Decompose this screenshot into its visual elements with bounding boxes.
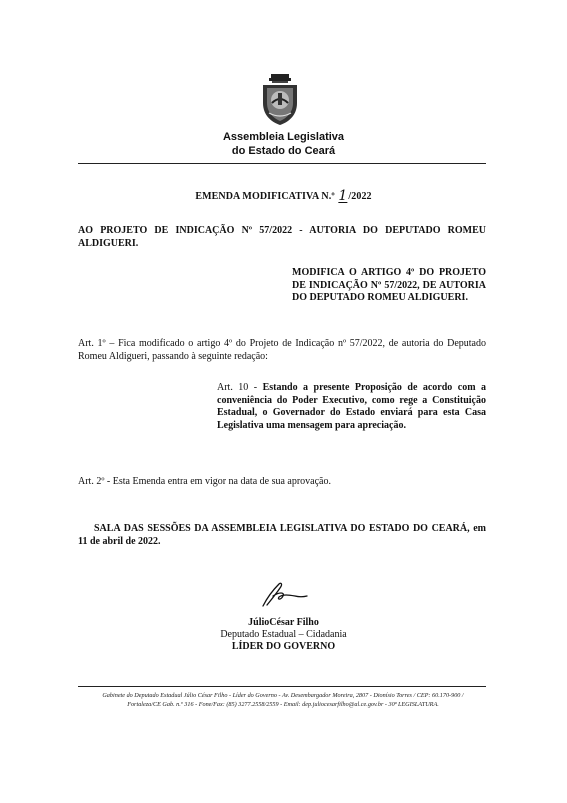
closing-statement: SALA DAS SESSÕES DA ASSEMBLEIA LEGISLATIVA DO ESTADO DO CEARÁ, em 11 de abril de 2022. <box>78 523 486 547</box>
quoted-article-10 <box>217 382 486 432</box>
org-name-line1: Assembleia Legislativa <box>222 131 345 143</box>
signer-name: JúlioCésar Filho <box>248 617 319 628</box>
signer-title: LÍDER DO GOVERNO <box>231 641 336 652</box>
header-divider <box>78 163 486 164</box>
footer-address <box>76 692 490 709</box>
article-2: Art. 2º - Esta Emenda entra em vigor na data de sua aprovação. <box>78 476 331 487</box>
footer-line2: Fortaleza/CE Gab. n.º 316 - Fone/Fax: (85) 3277.2558/2559 - Email: dep.juliocesarfilho@al.ce.gov.br - 30ª LEGISLATURA. <box>127 700 439 708</box>
amendment-title-suffix: /2022 <box>348 191 372 202</box>
article-1: Art. 1º – Fica modificado o artigo 4º do Projeto de Indicação nº 57/2022, de autoria do Deputado Romeu Aldigueri, passando à seguinte redação: <box>78 338 486 362</box>
amendment-title-prefix: EMENDA MODIFICATIVA N.º <box>195 191 335 202</box>
state-coat-of-arms-icon <box>259 73 301 127</box>
footer-divider <box>78 686 486 687</box>
org-name-line2: do Estado do Ceará <box>231 145 336 157</box>
signer-role: Deputado Estadual – Cidadania <box>220 629 347 640</box>
quoted-article-text: Estando a presente Proposição de acordo com a conveniência do Poder Executivo, como rege a Constituição Estadual, o Governador do Estado enviará para esta Casa Legislativa uma mensagem para apreciação. <box>217 382 486 431</box>
handwritten-signature <box>253 578 313 610</box>
amendment-number: 1 <box>338 188 348 204</box>
quoted-article-lead: Art. 10 - <box>217 382 263 393</box>
footer-line1: Gabinete do Deputado Estadual Júlio César Filho - Líder do Governo - Av. Desembargador Moreira, 2807 - Dionísio Torres / CEP: 60.170-900 / <box>102 692 464 699</box>
ementa: MODIFICA O ARTIGO 4º DO PROJETO DE INDICAÇÃO Nº 57/2022, DE AUTORIA DO DEPUTADO ROMEU ALDIGUERI. <box>292 267 486 303</box>
project-heading: AO PROJETO DE INDICAÇÃO Nº 57/2022 - AUTORIA DO DEPUTADO ROMEU ALDIGUERI. <box>78 225 486 249</box>
amendment-title <box>0 187 567 203</box>
